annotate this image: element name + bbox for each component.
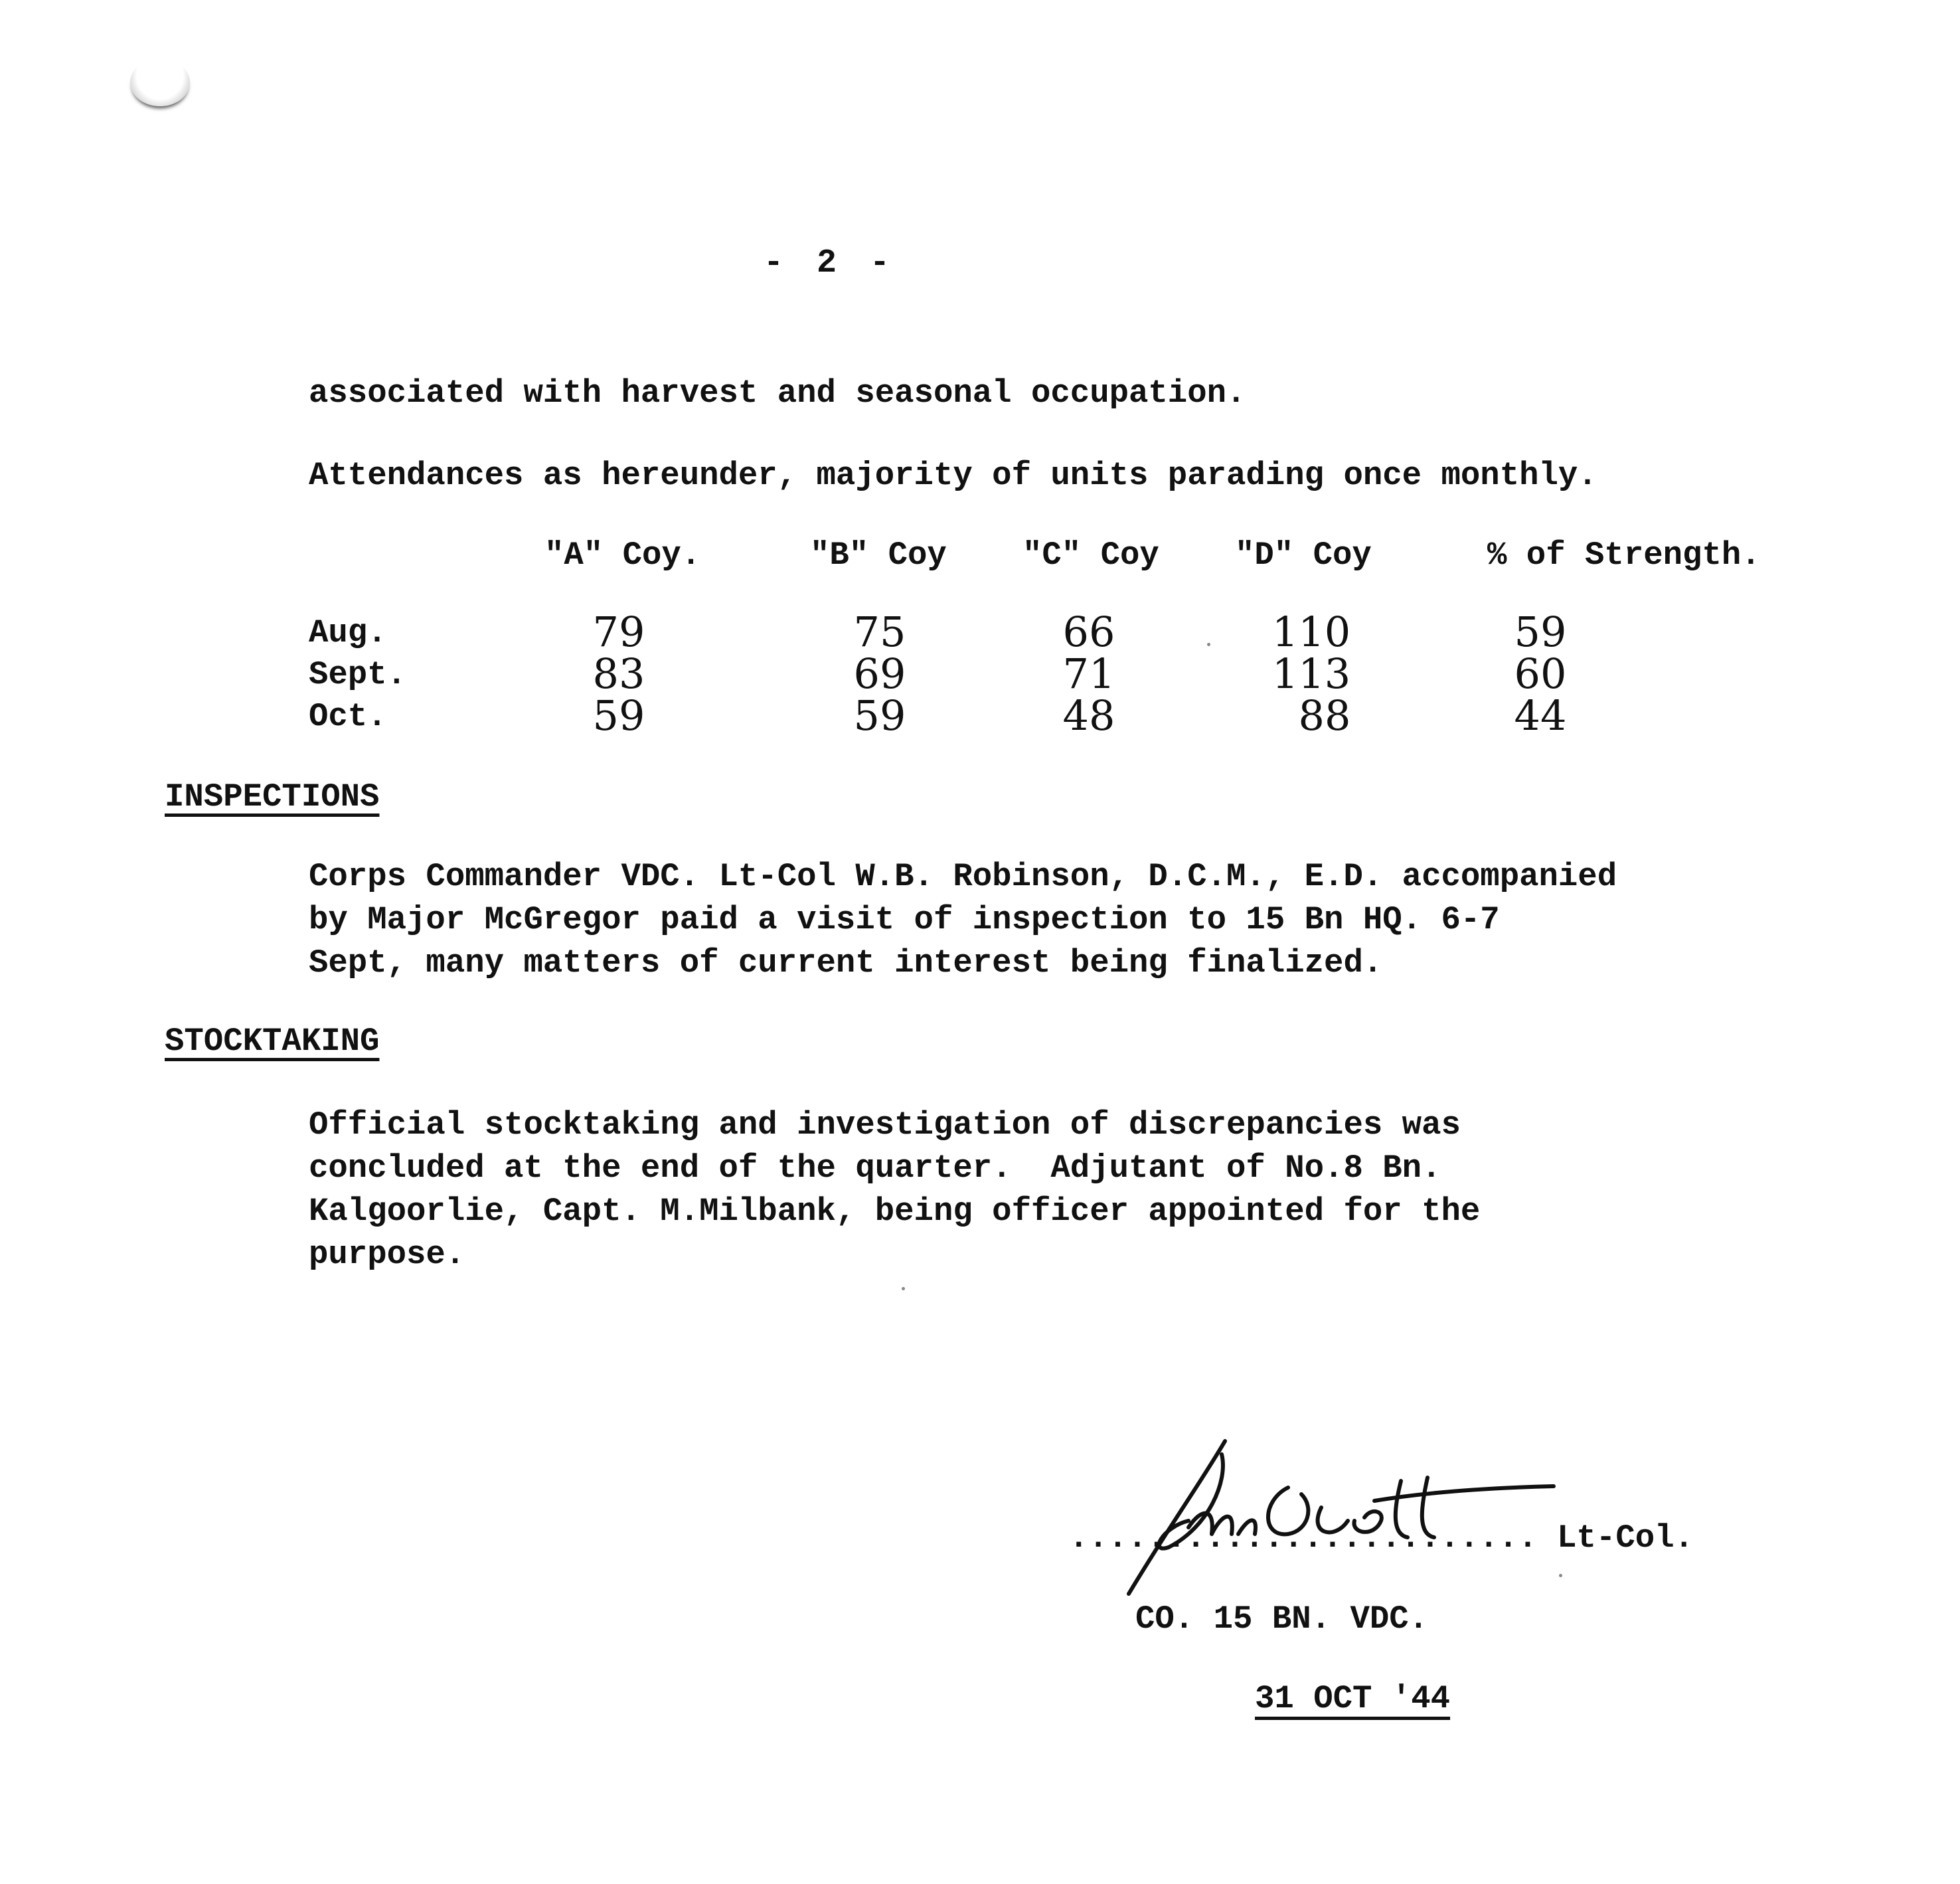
table-cell: 60 [1514, 649, 1567, 698]
table-cell: 59 [1514, 608, 1567, 656]
table-cell: 44 [1514, 691, 1567, 740]
intro-line: associated with harvest and seasonal occupation. [309, 375, 1246, 412]
attendance-line: Attendances as hereunder, majority of units parading once monthly. [309, 457, 1597, 494]
table-header-strength: % of Strength. [1487, 537, 1761, 574]
table-cell: 113 [1271, 649, 1351, 698]
signature-date: 31 OCT '44 [1255, 1680, 1451, 1717]
table-header-c-coy: "C" Coy [1022, 537, 1159, 574]
table-cell: 59 [592, 691, 645, 740]
table-header-b-coy: "B" Coy [810, 537, 947, 574]
stocktaking-line: concluded at the end of the quarter. Adjutant of No.8 Bn. [309, 1150, 1441, 1187]
scan-speck [1559, 1574, 1562, 1577]
signature-line: ........................ Lt-Col. [1069, 1519, 1694, 1557]
stocktaking-line: Kalgoorlie, Capt. M.Milbank, being officer appointed for the [309, 1193, 1481, 1230]
stocktaking-heading: STOCKTAKING [165, 1023, 380, 1060]
signature-unit: CO. 15 BN. VDC. [1135, 1600, 1429, 1638]
scan-speck [902, 1287, 905, 1290]
table-cell: 83 [592, 649, 645, 698]
table-cell: 66 [1062, 608, 1115, 656]
table-header-d-coy: "D" Coy [1235, 537, 1372, 574]
table-row-label: Aug. [309, 614, 387, 651]
handwritten-signature [1089, 1428, 1567, 1600]
table-cell: 88 [1298, 691, 1351, 740]
table-row-label: Sept. [309, 656, 407, 693]
inspections-line: Sept, many matters of current interest being finalized. [309, 944, 1383, 982]
table-cell: 71 [1062, 649, 1115, 698]
table-cell: 59 [853, 691, 906, 740]
scan-speck [1207, 643, 1210, 646]
stocktaking-line: purpose. [309, 1236, 465, 1273]
table-row-label: Oct. [309, 698, 387, 735]
table-cell: 110 [1271, 608, 1351, 656]
table-cell: 69 [853, 649, 906, 698]
page-number: - 2 - [764, 244, 897, 282]
inspections-heading: INSPECTIONS [165, 778, 380, 815]
table-cell: 75 [853, 608, 906, 656]
stocktaking-line: Official stocktaking and investigation of discrepancies was [309, 1106, 1461, 1144]
table-header-a-coy: "A" Coy. [544, 537, 701, 574]
table-cell: 79 [592, 608, 645, 656]
inspections-line: by Major McGregor paid a visit of inspection to 15 Bn HQ. 6-7 [309, 901, 1500, 938]
table-cell: 48 [1062, 691, 1115, 740]
inspections-line: Corps Commander VDC. Lt-Col W.B. Robinson, D.C.M., E.D. accompanied [309, 858, 1617, 895]
punch-hole [130, 58, 190, 106]
